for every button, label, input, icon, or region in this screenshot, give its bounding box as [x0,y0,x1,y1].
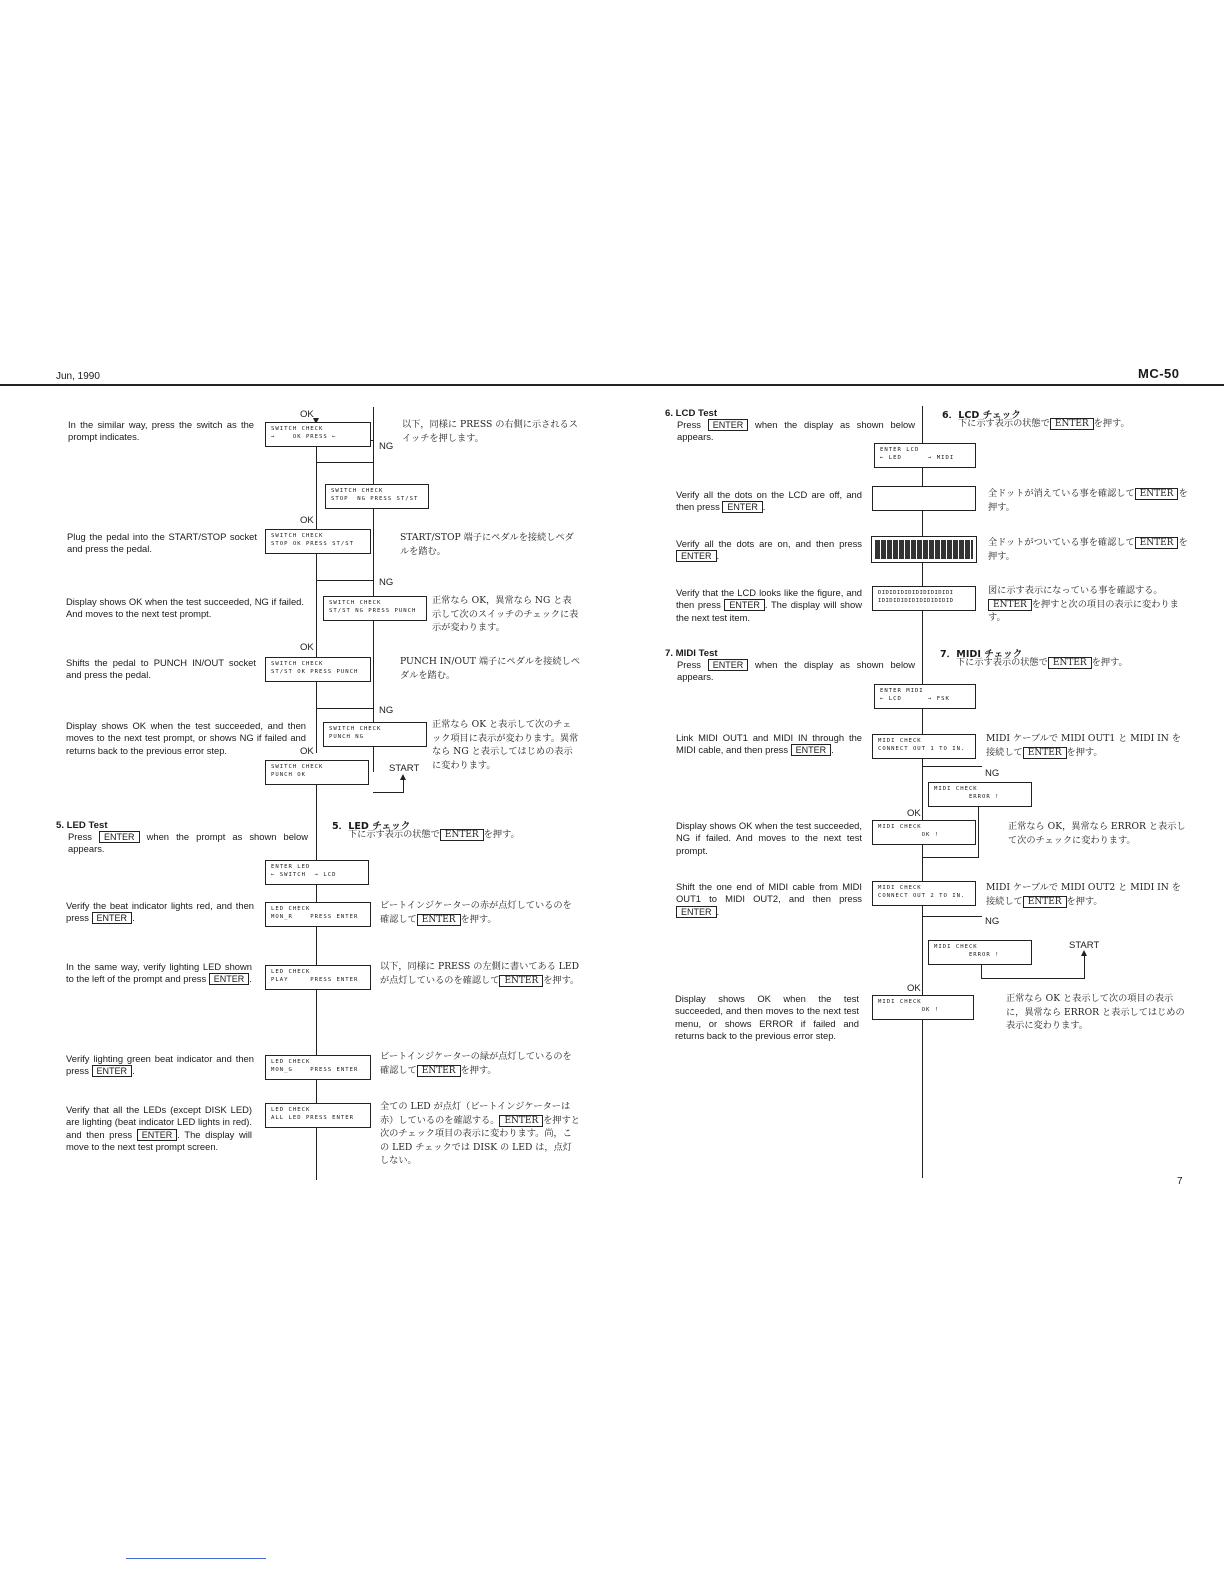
ok-label: OK [907,983,921,994]
lcd-display: MIDI CHECK OK ! [872,820,976,845]
section-title-jp: 6．LCD チェック [942,410,1021,421]
enter-key: ENTER [724,599,765,611]
enter-key: ENTER [92,912,133,924]
lcd-display: MIDI CHECK CONNECT OUT 1 TO IN. [872,734,976,759]
lcd-display-error: MIDI CHECK ERROR ! [928,782,1032,807]
enter-key: ENTER [1023,896,1067,908]
enter-key: ENTER [1135,488,1179,500]
start-label: START [1069,940,1100,951]
lcd-display: SWITCH CHECK PUNCH NG [323,722,427,747]
lcd-display-error: MIDI CHECK ERROR ! [928,940,1032,965]
lcd-display-all-on [872,537,976,562]
step-text-jp: ビートインジケーターの緑が点灯しているのを確認して ENTER を押す。 [380,1051,572,1076]
enter-key: ENTER [722,501,763,513]
flow-branch [316,708,374,709]
flow-line [1084,955,1085,979]
enter-key: ENTER [499,1115,543,1127]
step-text-jp: 図に示す表示になっている事を確認する。ENTER を押すと次の項目の表示に変わります。 [988,585,1179,624]
ok-label: OK [300,746,314,757]
ng-label: NG [379,577,394,588]
section-intro: Press ENTER when the display as shown below appears. [677,659,916,683]
step-text: Display shows OK when the test succeeded, NG if failed. And moves to the next test prompt. [66,596,304,620]
start-label: START [389,763,420,774]
step-text-jp: PUNCH IN/OUT 端子にペダルを接続しペダルを踏む。 [400,656,580,681]
flow-branch [922,916,982,917]
flow-line [978,806,979,858]
lcd-display: ENTER LCD ← LED → MIDI [874,443,976,468]
section-title-jp: 5．LED チェック [332,821,411,832]
step-text-jp: 正常なら OK，異常なら NG と表示して次のスイッチのチェックに表示が変わります。 [432,595,579,634]
enter-key: ENTER [676,550,717,562]
step-text: Verify all the dots on the LCD are off, and then press ENTER . [676,489,862,513]
step-text: In the same way, verify lighting LED shown to the left of the prompt and press ENTER . [66,961,252,985]
step-text: Shift the one end of MIDI cable from MIDI OUT1 to MIDI OUT2, and then press ENTER . [676,881,862,917]
lcd-display: LED CHECK ALL LED PRESS ENTER [265,1103,371,1128]
enter-key: ENTER [1135,537,1179,549]
enter-key: ENTER [417,1065,461,1077]
ng-label: NG [985,916,1000,927]
section-intro-jp: 下に示す表示の状態で ENTER を押す。 [958,418,1130,429]
step-text-jp: 正常なら OK と表示して次の項目の表示に，異常なら ERROR と表示してはじめの表示に変わります。 [1006,993,1185,1032]
step-text: Shifts the pedal to PUNCH IN/OUT socket and press the pedal. [66,657,256,681]
lcd-display: SWITCH CHECK STOP OK PRESS ST/ST [265,529,371,554]
lcd-display-blank [872,486,976,511]
ok-label: OK [300,515,314,526]
ok-label: OK [907,808,921,819]
header-model: MC-50 [1138,366,1180,381]
enter-key: ENTER [988,599,1032,611]
lcd-display: LED CHECK MON_R PRESS ENTER [265,902,371,927]
ng-label: NG [379,705,394,716]
enter-key: ENTER [209,973,250,985]
header-rule [0,384,1224,386]
up-arrow-icon [400,774,406,780]
page-number: 7 [1177,1176,1183,1187]
flow-line [922,406,923,1178]
ok-label: OK [300,409,314,420]
section-intro: Press ENTER when the prompt as shown below appears. [68,831,308,855]
step-text: Display shows OK when the test succeeded, NG if failed. And moves to the next test prompt. [676,820,862,856]
step-text: Link MIDI OUT1 and MIDI IN through the MIDI cable, and then press ENTER . [676,732,862,756]
enter-key: ENTER [92,1065,133,1077]
section-intro: Press ENTER when the display as shown below appears. [677,419,916,443]
enter-key: ENTER [676,906,717,918]
lcd-display-pattern: DIDIDIDIDIDIDIDIDIDI IDIDIDIDIDIDIDIDIDID [872,586,976,611]
enter-key: ENTER [440,829,484,841]
lcd-display: ENTER MIDI ← LCD → FSK [874,684,976,709]
bottom-rule [126,1558,266,1559]
section-intro-jp: 下に示す表示の状態で ENTER を押す。 [956,657,1128,668]
step-text: Plug the pedal into the START/STOP socket and press the pedal. [67,531,257,555]
flow-branch [922,857,979,858]
lcd-display: SWITCH CHECK ST/ST NG PRESS PUNCH [323,596,427,621]
step-text: Display shows OK when the test succeeded, and then moves to the next test prompt, or shows NG if failed and returns back to the previous error step. [66,720,306,756]
enter-key: ENTER [1023,747,1067,759]
enter-key: ENTER [708,659,749,671]
enter-key: ENTER [137,1129,178,1141]
step-text-jp: MIDI ケーブルで MIDI OUT1 と MIDI IN を接続して ENTER を押す。 [986,733,1181,758]
lcd-display: ENTER LED ← SWITCH → LCD [265,860,369,885]
lcd-display-ng: SWITCH CHECK STOP NG PRESS ST/ST [325,484,429,509]
flow-branch [373,792,403,793]
enter-key: ENTER [99,831,140,843]
step-text-jp: ビートインジケーターの赤が点灯しているのを確認して ENTER を押す。 [380,900,572,925]
lcd-display-ok: SWITCH CHECK PUNCH OK [265,760,369,785]
enter-key: ENTER [1048,657,1092,669]
step-text-jp: 正常なら OK と表示して次のチェック項目に表示が変わります。異常なら NG と表示してはじめの表示に変わります。 [432,719,579,771]
step-text-jp: 以下，同様に PRESS の左側に書いてある LED が点灯しているのを確認して ENTER を押す。 [380,961,580,986]
section-title: 7. MIDI Test [665,648,718,659]
lcd-display: LED CHECK PLAY PRESS ENTER [265,965,371,990]
flow-branch [316,462,374,463]
header-date: Jun, 1990 [56,371,100,382]
step-text-jp: 全ドットがついている事を確認して ENTER を押す。 [988,537,1188,562]
lcd-display: SWITCH CHECK → OK PRESS ← [265,422,371,447]
ok-label: OK [300,642,314,653]
lcd-display: MIDI CHECK OK ! [872,995,974,1020]
step-text: Verify all the dots are on, and then press ENTER . [676,538,862,562]
enter-key: ENTER [499,975,543,987]
step-text: Display shows OK when the test succeeded, and then moves to the next test menu, or shows ERROR if failed and returns back to the previous error step. [675,993,859,1042]
step-text-jp: 全ての LED が点灯（ビートインジケーターは赤）しているのを確認する。 ENTER を押すと次のチェック項目の表示に変わります。尚，この LED チェックでは DISK の LED は，点灯しない。 [380,1101,580,1167]
step-text: Verify lighting green beat indicator and then press ENTER . [66,1053,254,1077]
flow-branch [922,766,982,767]
step-text-jp: 全ドットが消えている事を確認して ENTER を押す。 [988,488,1188,513]
section-title: 6. LCD Test [665,408,718,419]
flow-branch [316,580,374,581]
step-text: Verify the beat indicator lights red, and then press ENTER . [66,900,254,924]
step-text-jp: 正常なら OK，異常なら ERROR と表示して次のチェックに変わります。 [1008,821,1186,846]
section-title-jp: 7．MIDI チェック [940,649,1023,660]
step-text-jp: MIDI ケーブルで MIDI OUT2 と MIDI IN を接続して ENTER を押す。 [986,882,1181,907]
section-intro-jp: 下に示す表示の状態で ENTER を押す。 [348,829,520,840]
flow-line [403,778,404,793]
enter-key: ENTER [417,914,461,926]
lcd-display: LED CHECK MON_G PRESS ENTER [265,1055,371,1080]
step-text: In the similar way, press the switch as the prompt indicates. [68,419,254,443]
section-title: 5. LED Test [56,820,108,831]
step-text: Verify that the LCD looks like the figure, and then press ENTER . The display will show the next test item. [676,587,862,623]
enter-key: ENTER [1050,418,1094,430]
ng-label: NG [379,441,394,452]
step-text-jp: START/STOP 端子にペダルを接続しペダルを踏む。 [400,532,574,557]
ng-label: NG [985,768,1000,779]
enter-key: ENTER [708,419,749,431]
lcd-display: SWITCH CHECK ST/ST OK PRESS PUNCH [265,657,371,682]
lcd-display: MIDI CHECK CONNECT OUT 2 TO IN. [872,881,976,906]
flow-branch [981,978,1085,979]
enter-key: ENTER [791,744,832,756]
step-text-jp: 以下，同様に PRESS の右側に示されるスイッチを押します。 [402,419,578,444]
step-text: Verify that all the LEDs (except DISK LED) are lighting (beat indicator LED lights in red). and then press ENTER . The display will move to the next test prompt screen. [66,1104,253,1153]
